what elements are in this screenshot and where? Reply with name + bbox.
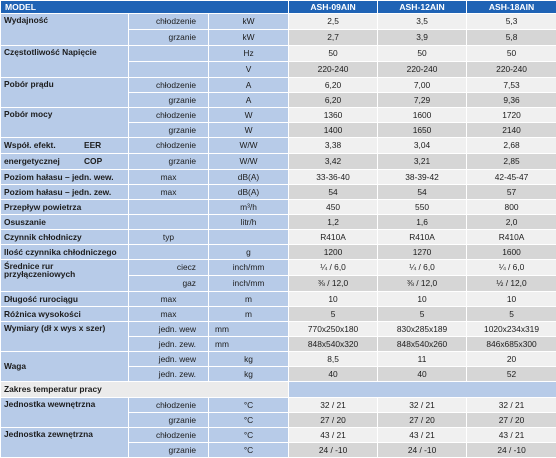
row-unit: W xyxy=(209,108,289,123)
row-sub: max xyxy=(129,307,209,322)
row-label-abbr: COP xyxy=(84,156,102,166)
value-cell: 20 xyxy=(467,352,556,367)
value-cell: 54 xyxy=(289,185,378,200)
row-sub: grzanie xyxy=(129,30,209,46)
value-cell: 1720 xyxy=(467,108,556,123)
table-row xyxy=(1,428,556,443)
row-unit: m xyxy=(209,292,289,307)
header-col3: ASH-18AIN xyxy=(467,1,556,14)
value-cell: 1600 xyxy=(378,108,467,123)
row-sub: grzanie xyxy=(129,443,209,458)
section-fill xyxy=(289,382,556,398)
value-cell: 7,53 xyxy=(467,78,556,93)
value-cell: 2,85 xyxy=(467,154,556,170)
value-cell: 57 xyxy=(467,185,556,200)
value-cell: 3,9 xyxy=(378,30,467,46)
value-cell: ¼ / 6,0 xyxy=(467,260,556,276)
value-cell: 1,2 xyxy=(289,215,378,230)
value-cell: 32 / 21 xyxy=(467,398,556,413)
value-cell: 220-240 xyxy=(378,62,467,78)
row-sub: chłodzenie xyxy=(129,14,209,30)
value-cell: 43 / 21 xyxy=(289,428,378,443)
row-label: Średnice rur przyłączeniowych xyxy=(1,260,129,292)
value-cell: 770x250x180 xyxy=(289,322,378,337)
row-unit: m³/h xyxy=(209,200,289,215)
row-sub: chłodzenie xyxy=(129,428,209,443)
header-col2: ASH-12AIN xyxy=(378,1,467,14)
section-row xyxy=(1,382,556,398)
row-sub: jedn. wew xyxy=(129,322,209,337)
row-sub: chłodzenie xyxy=(129,138,209,154)
row-label: Różnica wysokości xyxy=(1,307,129,322)
value-cell: 27 / 20 xyxy=(467,413,556,428)
row-unit xyxy=(209,230,289,245)
table-row xyxy=(1,245,556,260)
table-row xyxy=(1,307,556,322)
value-cell: 2,68 xyxy=(467,138,556,154)
row-label: Ilość czynnika chłodniczego xyxy=(1,245,129,260)
row-unit: mm xyxy=(209,337,289,352)
value-cell: 2140 xyxy=(467,123,556,138)
row-label: Czynnik chłodniczy xyxy=(1,230,129,245)
table-row xyxy=(1,46,556,62)
row-label: Jednostka wewnętrzna xyxy=(1,398,129,428)
value-cell: 6,20 xyxy=(289,78,378,93)
value-cell: 1600 xyxy=(467,245,556,260)
row-sub: grzanie xyxy=(129,154,209,170)
value-cell: 50 xyxy=(289,46,378,62)
row-unit: kW xyxy=(209,30,289,46)
row-label: Jednostka zewnętrzna xyxy=(1,428,129,458)
row-label: Poziom hałasu – jedn. wew. xyxy=(1,170,129,185)
value-cell: 32 / 21 xyxy=(378,398,467,413)
value-cell: 8,5 xyxy=(289,352,378,367)
table-row xyxy=(1,108,556,123)
value-cell: 3,38 xyxy=(289,138,378,154)
table-row xyxy=(1,154,556,170)
value-cell: R410A xyxy=(378,230,467,245)
row-label: Długość rurociągu xyxy=(1,292,129,307)
table-row xyxy=(1,292,556,307)
value-cell: 2,0 xyxy=(467,215,556,230)
value-cell: 43 / 21 xyxy=(467,428,556,443)
row-unit: litr/h xyxy=(209,215,289,230)
row-label xyxy=(1,138,129,154)
value-cell: 11 xyxy=(378,352,467,367)
row-unit: kg xyxy=(209,352,289,367)
row-label-text: Współ. efekt. xyxy=(4,141,84,149)
value-cell: 1,6 xyxy=(378,215,467,230)
value-cell: 7,29 xyxy=(378,93,467,108)
value-cell: 550 xyxy=(378,200,467,215)
row-unit: °C xyxy=(209,413,289,428)
row-unit: °C xyxy=(209,443,289,458)
row-sub: typ xyxy=(129,230,209,245)
value-cell: R410A xyxy=(289,230,378,245)
header-col1: ASH-09AIN xyxy=(289,1,378,14)
row-sub xyxy=(129,62,209,78)
value-cell: 27 / 20 xyxy=(289,413,378,428)
value-cell: R410A xyxy=(467,230,556,245)
value-cell: 33-36-40 xyxy=(289,170,378,185)
value-cell: ¼ / 6,0 xyxy=(378,260,467,276)
table-row xyxy=(1,185,556,200)
value-cell: ⅜ / 12,0 xyxy=(289,276,378,292)
row-sub: max xyxy=(129,170,209,185)
row-unit: A xyxy=(209,93,289,108)
value-cell: 846x685x300 xyxy=(467,337,556,352)
value-cell: 5 xyxy=(378,307,467,322)
row-sub: grzanie xyxy=(129,93,209,108)
value-cell: 5 xyxy=(289,307,378,322)
row-sub: gaz xyxy=(129,276,209,292)
row-sub: chłodzenie xyxy=(129,108,209,123)
row-unit: dB(A) xyxy=(209,185,289,200)
row-sub: jedn. wew xyxy=(129,352,209,367)
row-unit: V xyxy=(209,62,289,78)
row-sub: chłodzenie xyxy=(129,398,209,413)
row-unit: °C xyxy=(209,428,289,443)
row-label-abbr: EER xyxy=(84,140,101,150)
value-cell: 3,21 xyxy=(378,154,467,170)
row-sub: grzanie xyxy=(129,123,209,138)
value-cell: 1360 xyxy=(289,108,378,123)
value-cell: 32 / 21 xyxy=(289,398,378,413)
row-unit: m xyxy=(209,307,289,322)
row-label-text: energetycznej xyxy=(4,157,84,165)
row-sub: max xyxy=(129,185,209,200)
table-row xyxy=(1,14,556,30)
table-row xyxy=(1,138,556,154)
value-cell: 40 xyxy=(289,367,378,382)
row-unit: kg xyxy=(209,367,289,382)
row-label: Częstotliwość Napięcie xyxy=(1,46,129,78)
value-cell: 1400 xyxy=(289,123,378,138)
row-label: Przepływ powietrza xyxy=(1,200,129,215)
value-cell: 3,04 xyxy=(378,138,467,154)
value-cell: 848x540x260 xyxy=(378,337,467,352)
value-cell: 2,5 xyxy=(289,14,378,30)
row-sub xyxy=(129,200,209,215)
row-label: Osuszanie xyxy=(1,215,129,230)
value-cell: 52 xyxy=(467,367,556,382)
row-label: Wymiary (dł x wys x szer) xyxy=(1,322,129,352)
row-unit: inch/mm xyxy=(209,260,289,276)
row-label xyxy=(1,154,129,170)
table-row xyxy=(1,230,556,245)
section-title: Zakres temperatur pracy xyxy=(1,382,289,398)
value-cell: 10 xyxy=(467,292,556,307)
table-row xyxy=(1,260,556,276)
value-cell: 2,7 xyxy=(289,30,378,46)
value-cell: 5 xyxy=(467,307,556,322)
value-cell: 220-240 xyxy=(289,62,378,78)
header-model: MODEL xyxy=(1,1,289,14)
row-unit: W/W xyxy=(209,154,289,170)
value-cell: 848x540x320 xyxy=(289,337,378,352)
row-unit: kW xyxy=(209,14,289,30)
value-cell: 1650 xyxy=(378,123,467,138)
value-cell: 3,5 xyxy=(378,14,467,30)
value-cell: ¼ / 6,0 xyxy=(289,260,378,276)
value-cell: 5,8 xyxy=(467,30,556,46)
row-sub xyxy=(129,215,209,230)
table-row xyxy=(1,215,556,230)
value-cell: 10 xyxy=(289,292,378,307)
value-cell: 5,3 xyxy=(467,14,556,30)
value-cell: 24 / -10 xyxy=(289,443,378,458)
value-cell: 1020x234x319 xyxy=(467,322,556,337)
row-sub: max xyxy=(129,292,209,307)
value-cell: 450 xyxy=(289,200,378,215)
value-cell: 50 xyxy=(378,46,467,62)
row-unit: W/W xyxy=(209,138,289,154)
value-cell: 3,42 xyxy=(289,154,378,170)
value-cell: 7,00 xyxy=(378,78,467,93)
row-sub xyxy=(129,46,209,62)
value-cell: 830x285x189 xyxy=(378,322,467,337)
row-label: Poziom hałasu – jedn. zew. xyxy=(1,185,129,200)
value-cell: 10 xyxy=(378,292,467,307)
row-label: Pobór prądu xyxy=(1,78,129,108)
table-row xyxy=(1,200,556,215)
value-cell: 43 / 21 xyxy=(378,428,467,443)
row-sub: grzanie xyxy=(129,413,209,428)
value-cell: 1270 xyxy=(378,245,467,260)
value-cell: 54 xyxy=(378,185,467,200)
value-cell: 9,36 xyxy=(467,93,556,108)
value-cell: 24 / -10 xyxy=(378,443,467,458)
value-cell: 27 / 20 xyxy=(378,413,467,428)
row-sub: jedn. zew. xyxy=(129,367,209,382)
value-cell: 6,20 xyxy=(289,93,378,108)
row-unit: A xyxy=(209,78,289,93)
table-row xyxy=(1,398,556,413)
value-cell: 1200 xyxy=(289,245,378,260)
row-unit: mm xyxy=(209,322,289,337)
table-row xyxy=(1,352,556,367)
value-cell: ⅜ / 12,0 xyxy=(378,276,467,292)
row-unit: W xyxy=(209,123,289,138)
row-unit: °C xyxy=(209,398,289,413)
row-unit: dB(A) xyxy=(209,170,289,185)
value-cell: 24 / -10 xyxy=(467,443,556,458)
row-label: Wydajność xyxy=(1,14,129,46)
value-cell: 42-45-47 xyxy=(467,170,556,185)
value-cell: ½ / 12,0 xyxy=(467,276,556,292)
value-cell: 220-240 xyxy=(467,62,556,78)
value-cell: 38-39-42 xyxy=(378,170,467,185)
table-row xyxy=(1,322,556,337)
value-cell: 800 xyxy=(467,200,556,215)
row-sub: ciecz xyxy=(129,260,209,276)
row-label: Waga xyxy=(1,352,129,382)
row-sub xyxy=(129,245,209,260)
row-unit: inch/mm xyxy=(209,276,289,292)
row-unit: g xyxy=(209,245,289,260)
header-row xyxy=(1,1,556,14)
table-row xyxy=(1,78,556,93)
value-cell: 40 xyxy=(378,367,467,382)
row-sub: jedn. zew. xyxy=(129,337,209,352)
row-sub: chłodzenie xyxy=(129,78,209,93)
table-row xyxy=(1,170,556,185)
row-label: Pobór mocy xyxy=(1,108,129,138)
row-unit: Hz xyxy=(209,46,289,62)
value-cell: 50 xyxy=(467,46,556,62)
